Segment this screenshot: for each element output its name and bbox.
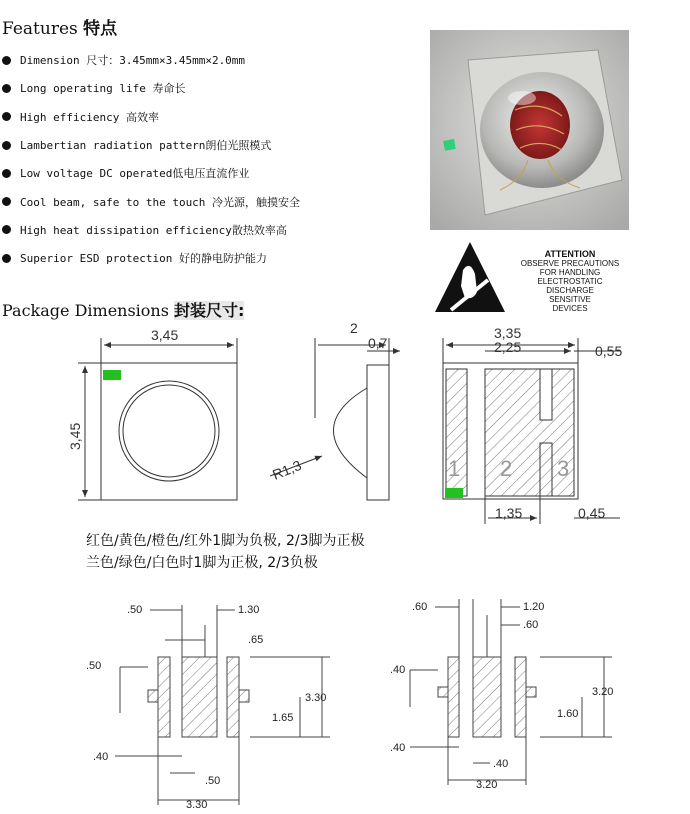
esd-warning-icon [433,240,507,316]
dim-label: .60 [523,619,539,631]
attention-title: ATTENTION [544,249,596,259]
package-heading-en: Package Dimensions [2,301,175,320]
list-item: High heat dissipation efficiency散热效率高 [2,216,300,244]
dim-label: 0,45 [578,505,606,521]
pin-label: 3 [557,456,570,481]
list-item: Dimension 尺寸：3.45mm×3.45mm×2.0mm [2,46,300,74]
dim-label: 3.20 [476,779,498,791]
footprint-drawing [0,585,690,814]
esd-attention-label [433,240,629,316]
dim-label: .50 [86,660,102,672]
attention-line: DEVICES [552,304,588,313]
dim-label: .65 [248,634,264,646]
dim-label: 1.60 [557,708,579,720]
green-polarity-mark [103,370,121,380]
bullet-icon [2,254,11,263]
dim-label: 3.20 [592,686,614,698]
attention-line: SENSITIVE [549,295,591,304]
dim-label: 1.65 [272,712,294,724]
attention-line: OBSERVE PRECAUTIONS [520,259,620,268]
dim-label: .40 [93,751,109,763]
dim-label: 3,35 [494,325,522,341]
dim-label: 3,45 [151,327,179,343]
features-list [2,46,300,272]
attention-line: FOR HANDLING [539,268,601,277]
dim-label: .40 [390,664,406,676]
dim-label: .50 [205,775,221,787]
list-item: Cool beam, safe to the touch 冷光源，触摸安全 [2,187,300,215]
attention-line: DISCHARGE [546,286,594,295]
dim-label: 2 [350,320,358,336]
dim-label: .40 [390,742,406,754]
dim-label: 3.30 [186,799,208,811]
bullet-icon [2,112,11,121]
pin-label: 2 [500,456,513,481]
polarity-note-2: 兰色/绿色/白色时1脚为正极, 2/3负极 [86,555,318,571]
list-item: Lambertian radiation pattern朗伯光照模式 [2,131,300,159]
dim-label: 2,25 [494,339,522,355]
side-view-base [367,365,389,500]
dim-label: .40 [493,758,509,770]
dim-label: .50 [127,604,143,616]
features-heading-cn: 特点 [83,19,118,39]
list-item: Low voltage DC operated低电压直流作业 [2,159,300,187]
features-heading [2,14,117,39]
bullet-icon [2,56,11,65]
dim-label: 0,55 [595,343,623,359]
led-photo [430,30,629,230]
polarity-note-1: 红色/黄色/橙色/红外1脚为负极, 2/3脚为正极 [86,533,365,549]
dim-label: 1,35 [495,505,523,521]
bullet-icon [2,169,11,178]
pin-label: 1 [448,456,461,481]
dim-label: R1,3 [270,456,304,483]
package-heading-cn: 封装尺寸: [174,301,245,320]
features-heading-en: Features [2,19,84,39]
list-item: Superior ESD protection 好的静电防护能力 [2,244,300,272]
bullet-icon [2,197,11,206]
green-polarity-mark [445,488,463,498]
dim-label: 3,45 [67,422,83,450]
dim-label: 0,7 [368,335,388,351]
top-view-body [101,363,237,500]
bullet-icon [2,225,11,234]
dim-label: 3.30 [305,692,327,704]
bullet-icon [2,141,11,150]
attention-line: ELECTROSTATIC [537,277,603,286]
bullet-icon [2,84,11,93]
dim-label: 1.30 [238,604,260,616]
dim-label: .60 [412,601,428,613]
dim-label: 1.20 [523,601,545,613]
list-item: High efficiency 高效率 [2,103,300,131]
package-dimension-drawing [0,318,690,528]
list-item: Long operating life 寿命长 [2,74,300,102]
